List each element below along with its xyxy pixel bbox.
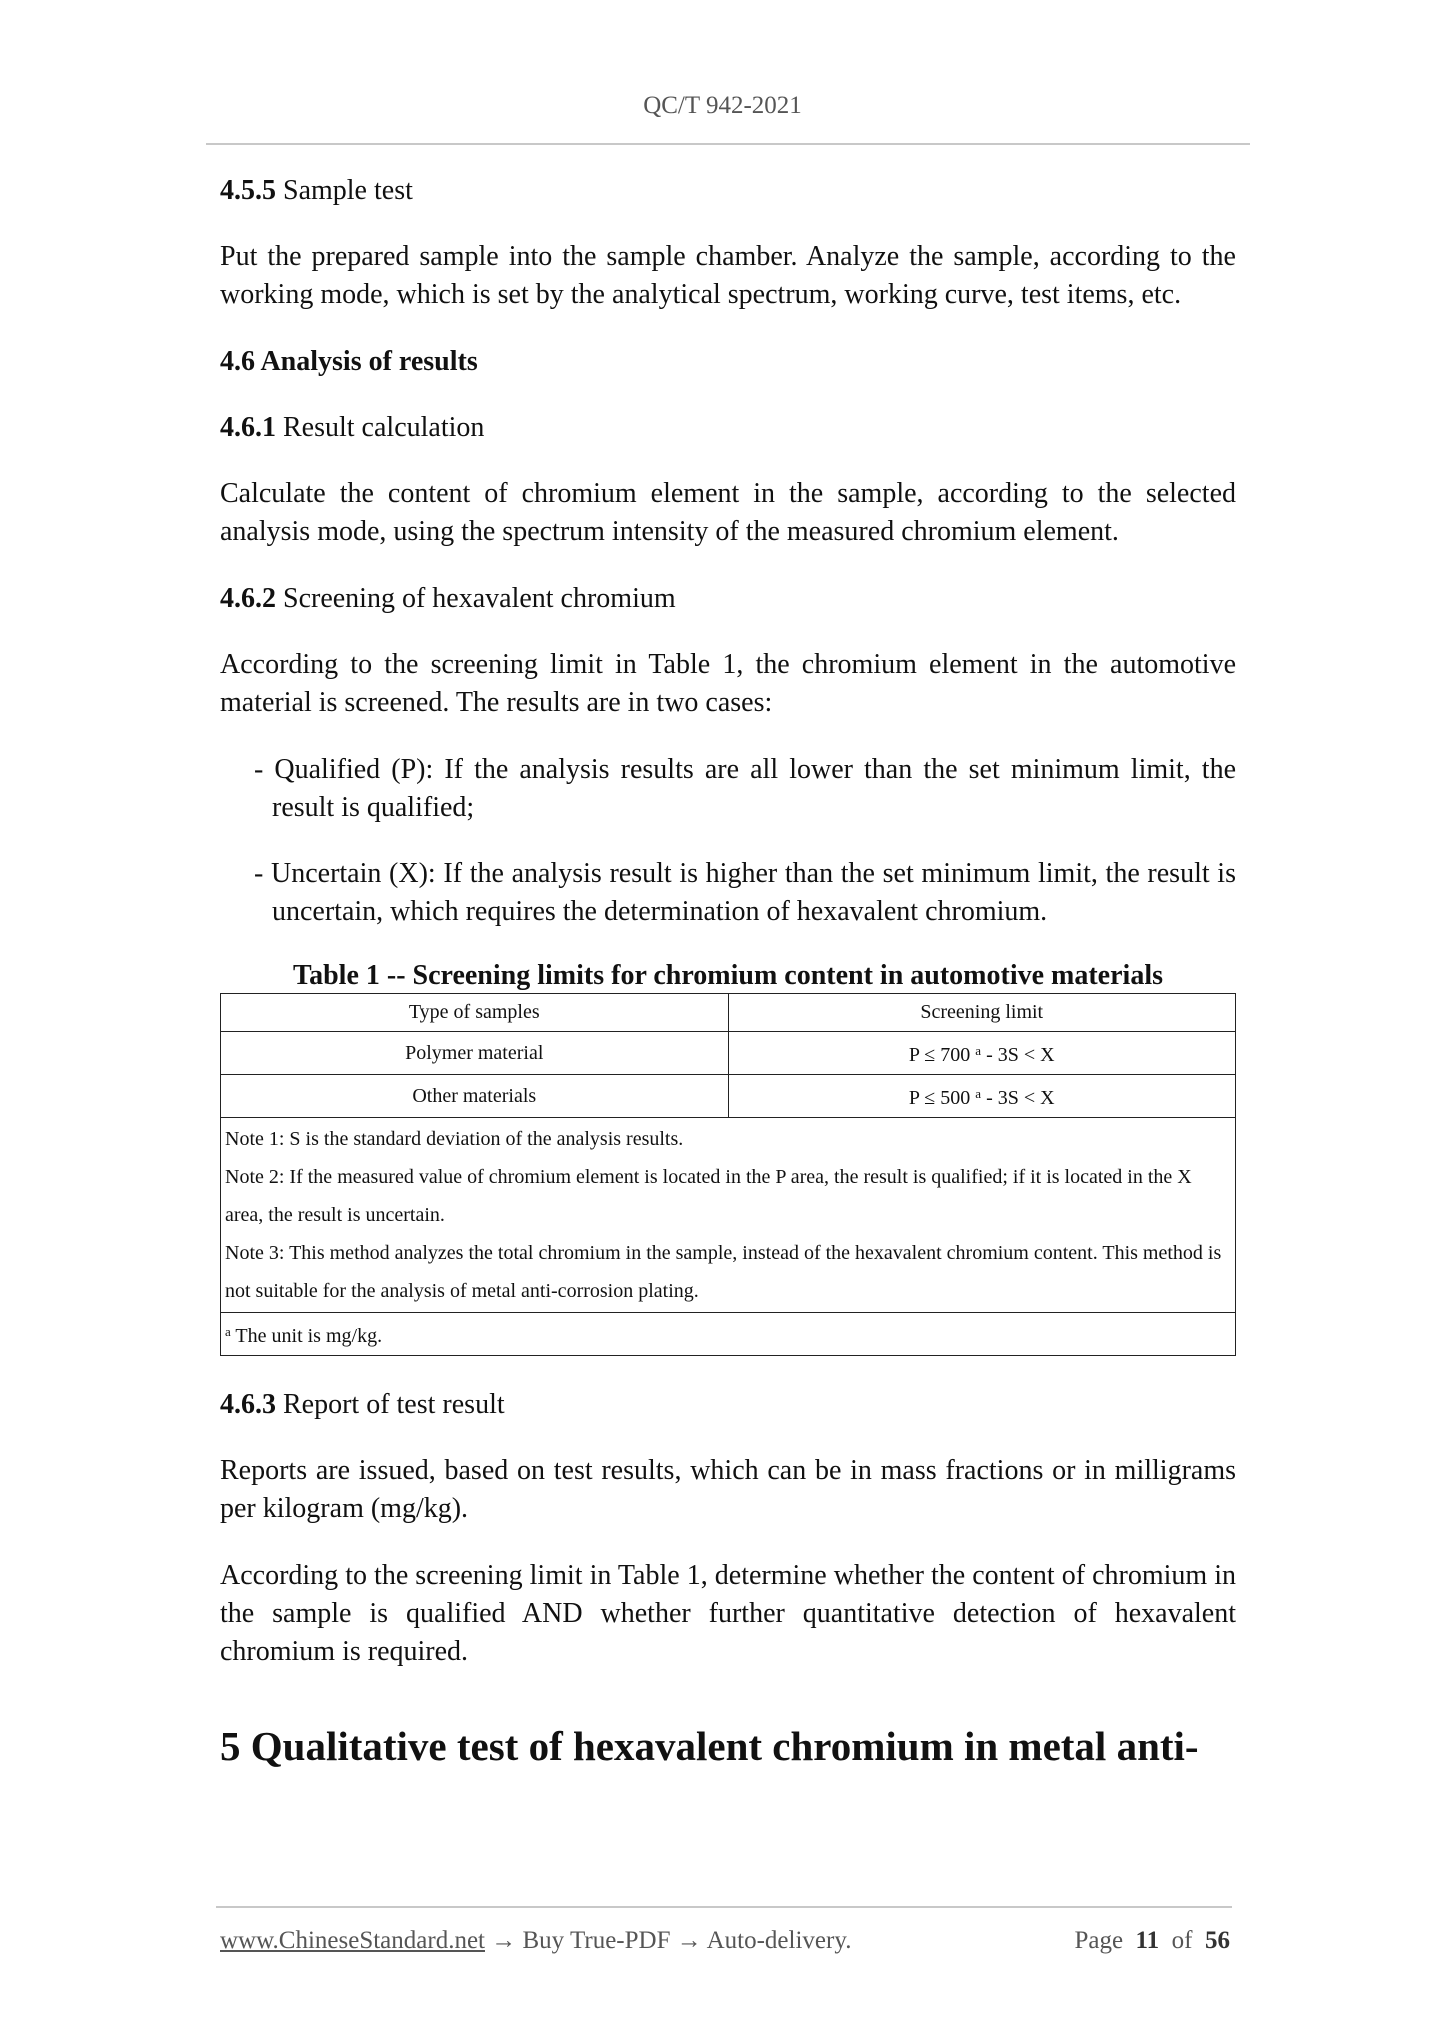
section-title: Screening of hexavalent chromium [283, 583, 676, 614]
section-4-6-2-heading [220, 580, 1236, 618]
total-pages: 56 [1205, 1927, 1230, 1954]
table-footnote-row [221, 1313, 1236, 1356]
table-footnote-cell: $^a$ The unit is mg/kg. [221, 1313, 1236, 1356]
sample-type-cell: Polymer material [221, 1032, 729, 1075]
section-number: 4.6.1 [220, 412, 276, 443]
section-4-6-3-heading [220, 1386, 1236, 1424]
table-note-2: Note 2: If the measured value of chromium element is located in the P area, the result is qualified; if it is located in the X area, the result is uncertain. [225, 1166, 1192, 1226]
section-number: 4.5.5 [220, 175, 276, 206]
page-number: Page 11 of 56 [1074, 1927, 1230, 1954]
screening-limit-cell: P ≤ 500 $^a$ - 3S < X [728, 1075, 1236, 1118]
sample-type-cell: Other materials [221, 1075, 729, 1118]
section-title: 4.6 Analysis of results [220, 346, 478, 377]
section-4-5-5-text: Put the prepared sample into the sample chamber. Analyze the sample, according to the working mode, which is set by the analytical spectrum, working curve, test items, etc. [220, 241, 1236, 310]
footer-left [220, 1927, 851, 1955]
bullet-uncertain: - Uncertain (X): If the analysis result is higher than the set minimum limit, the result is uncertain, which requires the determination of hexavalent chromium. [254, 858, 1236, 927]
table-note-3: Note 3: This method analyzes the total chromium in the sample, instead of the hexavalent chromium content. This method is not suitable for the analysis of metal anti-corrosion plating. [225, 1242, 1222, 1302]
table-row [221, 1075, 1236, 1118]
section-title: Report of test result [283, 1389, 505, 1420]
current-page: 11 [1135, 1927, 1160, 1954]
table-header-cell: Screening limit [728, 994, 1236, 1032]
screening-limit-cell: P ≤ 700 $^a$ - 3S < X [728, 1032, 1236, 1075]
table-header-row [221, 994, 1236, 1032]
section-title: Result calculation [283, 412, 485, 443]
section-4-5-5-heading [220, 172, 1236, 210]
section-4-6-3-text-1: Reports are issued, based on test results, which can be in mass fractions or in milligrams per kilogram (mg/kg). [220, 1455, 1236, 1524]
section-4-6-heading [220, 343, 1236, 381]
bullet-qualified: - Qualified (P): If the analysis results are all lower than the set minimum limit, the result is qualified; [254, 754, 1236, 823]
table-header-cell: Type of samples [221, 994, 729, 1032]
section-number: 4.6.3 [220, 1389, 276, 1420]
section-5-heading: 5 Qualitative test of hexavalent chromium in metal anti- [220, 1723, 1199, 1769]
footer-tagline: → Buy True-PDF → Auto-delivery. [485, 1927, 852, 1954]
section-number: 4.6.2 [220, 583, 276, 614]
chinese-standard-link[interactable]: www.ChineseStandard.net [220, 1927, 485, 1954]
section-4-6-1-heading [220, 409, 1236, 447]
table-note-1: Note 1: S is the standard deviation of the analysis results. [225, 1128, 684, 1150]
table-notes-row [221, 1118, 1236, 1313]
section-4-6-1-text: Calculate the content of chromium element in the sample, according to the selected analysis mode, using the spectrum intensity of the measured chromium element. [220, 478, 1236, 547]
page-content [220, 172, 1236, 1771]
table-1 [220, 993, 1236, 1356]
table-1-title: Table 1 -- Screening limits for chromium content in automotive materials [293, 960, 1163, 991]
table-row [221, 1032, 1236, 1075]
table-notes-cell [221, 1118, 1236, 1313]
page-header-title: QC/T 942-2021 [643, 92, 802, 119]
footer-divider [216, 1906, 1232, 1908]
header-divider [206, 143, 1250, 145]
section-title: Sample test [283, 175, 413, 206]
section-4-6-3-text-2: According to the screening limit in Table 1, determine whether the content of chromium in the sample is qualified AND whether further quantitative detection of hexavalent chromium is required. [220, 1560, 1236, 1667]
section-4-6-2-text: According to the screening limit in Table 1, the chromium element in the automotive material is screened. The results are in two cases: [220, 649, 1236, 718]
